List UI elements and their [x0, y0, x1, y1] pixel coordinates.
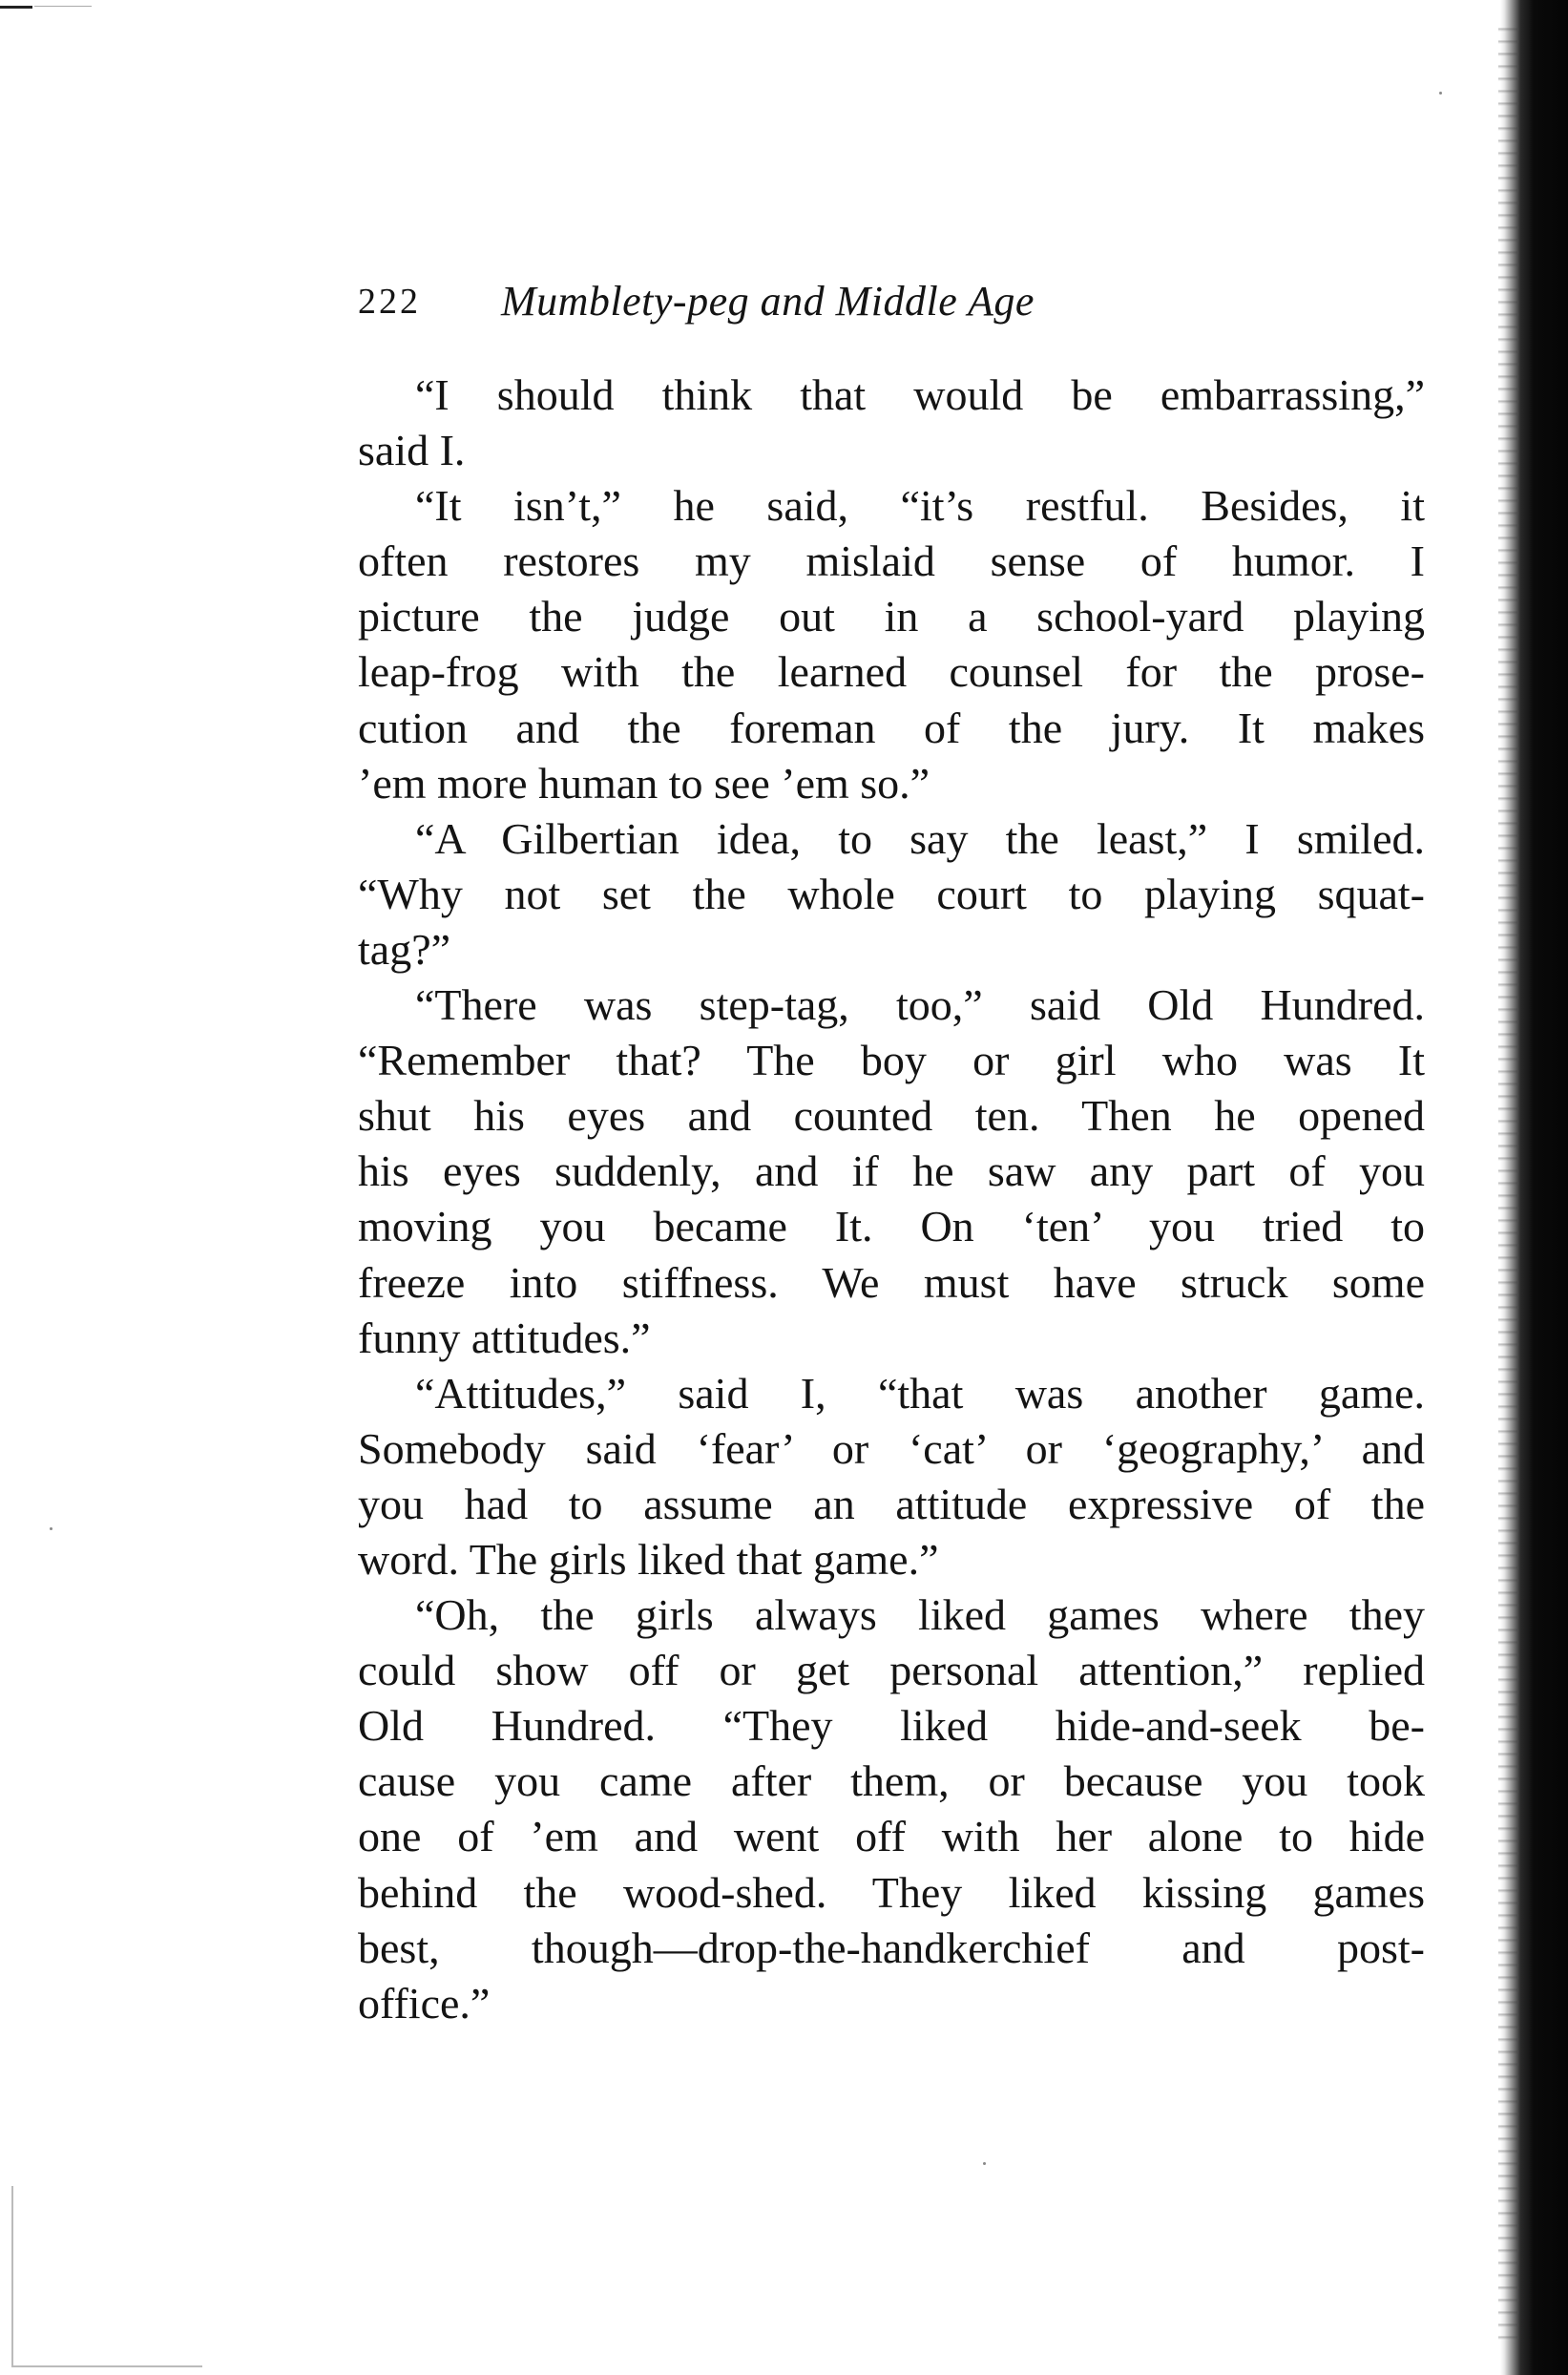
text-line: one of ’em and went off with her alone to hide: [358, 1812, 1425, 1861]
text-line: behind the wood-shed. They liked kissing games: [358, 1867, 1425, 1917]
text-line: best, though—drop-the-handkerchief and post-: [358, 1923, 1425, 1972]
text-line: funny attitudes.”: [358, 1313, 651, 1362]
scan-edge-mark: [0, 6, 32, 9]
text-line: picture the judge out in a school-yard playing: [358, 592, 1425, 641]
text-line: “Why not set the whole court to playing squat-: [358, 869, 1425, 918]
text-line: freeze into stiffness. We must have struck some: [358, 1257, 1425, 1307]
binding-gutter-texture: [1498, 19, 1517, 2348]
text-line: his eyes suddenly, and if he saw any part of you: [358, 1146, 1425, 1196]
scan-speck: [50, 1527, 52, 1530]
page-number: 222: [358, 282, 421, 322]
text-line: you had to assume an attitude expressive of the: [358, 1479, 1425, 1528]
text-line: leap-frog with the learned counsel for the prose-: [358, 647, 1425, 697]
text-line: said I.: [358, 426, 466, 475]
text-line: cution and the foreman of the jury. It makes: [358, 703, 1425, 752]
body-text: [358, 368, 1425, 2031]
scan-speck: [983, 2162, 986, 2165]
text-line: tag?”: [358, 924, 451, 974]
text-line: “Remember that? The boy or girl who was It: [358, 1036, 1425, 1085]
text-line: cause you came after them, or because you took: [358, 1756, 1425, 1806]
scan-edge-mark-faint: [34, 6, 92, 7]
text-line: “I should think that would be embarrassing,”: [415, 370, 1425, 419]
text-line: often restores my mislaid sense of humor. I: [358, 536, 1425, 586]
text-line: Somebody said ‘fear’ or ‘cat’ or ‘geography,’ and: [358, 1423, 1425, 1473]
text-line: “Attitudes,” said I, “that was another game.: [415, 1368, 1425, 1418]
running-title: Mumblety-peg and Middle Age: [501, 278, 1035, 325]
text-line: office.”: [358, 1978, 491, 2028]
text-line: word. The girls liked that game.”: [358, 1534, 939, 1584]
text-line: could show off or get personal attention,” replied: [358, 1646, 1425, 1695]
text-line: ’em more human to see ’em so.”: [358, 758, 930, 808]
text-line: “A Gilbertian idea, to say the least,” I smiled.: [415, 813, 1425, 863]
scan-bottom-rule: [11, 2365, 202, 2367]
text-line: “Oh, the girls always liked games where they: [415, 1590, 1425, 1640]
running-header: [358, 277, 1427, 334]
scan-left-rule: [11, 2186, 13, 2367]
text-line: shut his eyes and counted ten. Then he opened: [358, 1091, 1425, 1141]
text-line: “There was step-tag, too,” said Old Hundred.: [415, 980, 1425, 1030]
text-line: Old Hundred. “They liked hide-and-seek be-: [358, 1701, 1425, 1751]
text-line: moving you became It. On ‘ten’ you tried to: [358, 1202, 1425, 1251]
scan-speck: [1439, 92, 1442, 95]
text-line: “It isn’t,” he said, “it’s restful. Besides, it: [415, 481, 1425, 531]
